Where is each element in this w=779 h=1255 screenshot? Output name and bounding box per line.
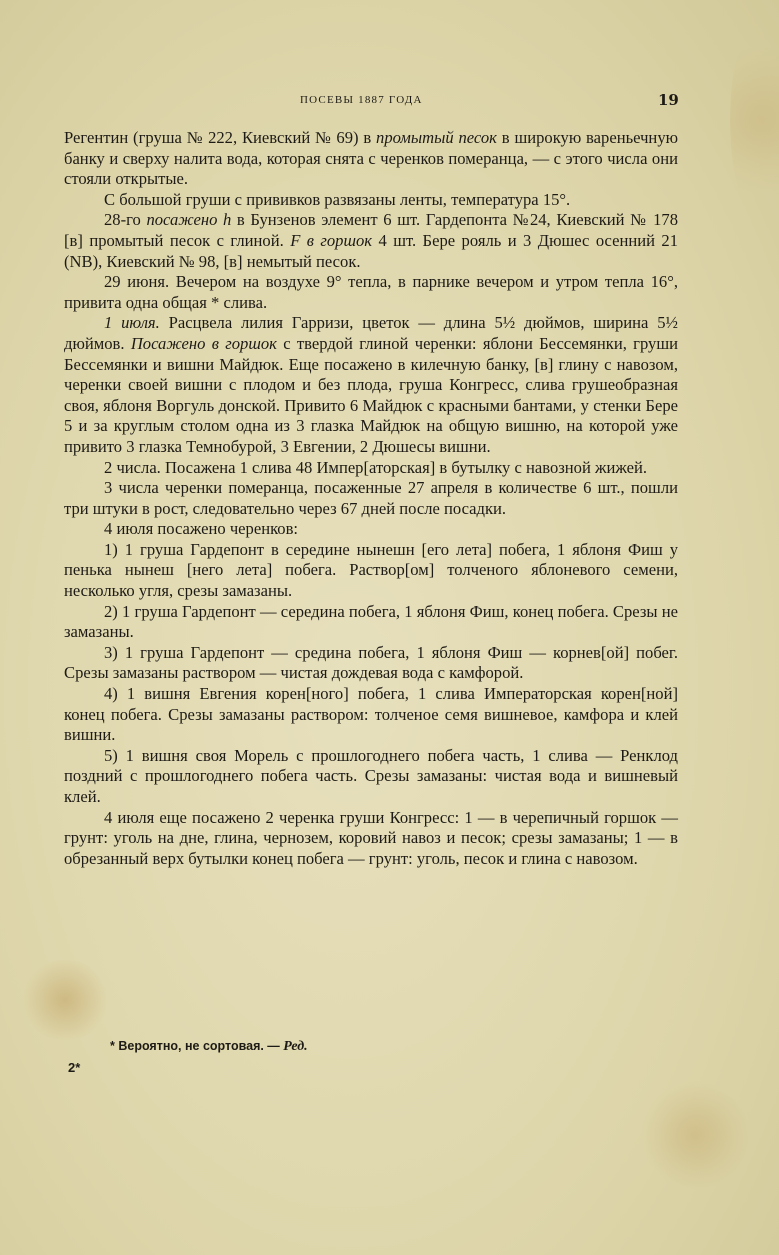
paragraph-p6: [64, 458, 678, 479]
text-run: 3 числа черенки померанца, посаженные 27 апреля в количестве 6 шт., пошли три штуки в рост, следовательно через 67 дней после посадки.: [64, 478, 678, 518]
italic-run: Посажено в горшок: [130, 333, 277, 353]
text-run: С большой груши с прививков развязаны ленты, температура 15°.: [104, 189, 571, 209]
footnote-text: * Вероятно, не сортовая. —: [110, 1039, 284, 1053]
paper-stain: [730, 20, 779, 220]
paragraph-p4: [64, 272, 678, 313]
paragraph-p11: [64, 643, 678, 684]
text-run: в широкую вареньечную банку и сверху налита вода, которая снята с черенков померанца, — с этого числа они стояли открытые.: [64, 128, 679, 189]
text-run: 2 числа. Посажена 1 слива 48 Импер[аторская] в бутылку с навозной жижей.: [104, 457, 647, 477]
paragraph-p2: [64, 190, 678, 211]
text-run: 29 июня. Вечером на воздухе 9° тепла, в парнике вечером и утром тепла 16°, привита одна общая * слива.: [64, 272, 678, 312]
text-run: 2) 1 груша Гардепонт — середина побега, 1 яблоня Фиш, конец побега. Срезы не замазаны.: [64, 601, 678, 642]
italic-run: F в горшок: [290, 230, 373, 250]
italic-run: посажено h: [146, 210, 232, 230]
footnote: [110, 1039, 308, 1055]
text-run: 3) 1 груша Гардепонт — средина побега, 1 яблоня Фиш — корнев[ой] побег. Срезы замазаны раствором — чистая дождевая вода с камфорой.: [64, 642, 678, 683]
paragraph-p9: [64, 540, 678, 602]
text-run: 4 июля еще посажено 2 черенка груши Конгресс: 1 — в черепичный горшок — грунт: уголь на дне, глина, чернозем, коровий навоз и песок; срезы замазаны; 1 — в обрезанный верх бутылки конец побега — грунт: уголь, песок и глина с навозом.: [64, 807, 678, 868]
page-number: 19: [658, 91, 679, 109]
text-run: 4) 1 вишня Евгения корен[ного] побега, 1 слива Императорская корен[ной] конец побега. Срезы замазаны раствором: толченое семя вишневое, камфора и клей вишни.: [64, 684, 678, 745]
text-run: Расцвела лилия Гарризи, цветок — длина 5½ дюймов, ширина 5½ дюймов.: [64, 313, 678, 353]
paragraph-p5: [64, 313, 678, 457]
italic-run: промытый песок: [376, 128, 497, 147]
text-run: Регентин (груша № 222, Киевский № 69) в: [64, 128, 377, 147]
text-run: 1) 1 груша Гардепонт в середине нынешн [его лета] побега, 1 яблоня Фиш у пенька нынеш [него лета] побега. Раствор[ом] толченого яблоневого семени, несколько угля, срезы замазаны.: [64, 539, 678, 601]
italic-run: 1 июля.: [104, 313, 160, 333]
text-run: 28-го: [104, 210, 147, 230]
signature-mark: 2*: [68, 1060, 81, 1075]
text-run: 4 шт. Бере рояль и 3 Дюшес осенний 21 (NB), Киевский № 98, [в] немытый песок.: [64, 230, 678, 271]
paper-stain: [20, 960, 110, 1040]
body-text: [64, 128, 678, 869]
running-head: ПОСЕВЫ 1887 ГОДА: [300, 94, 423, 106]
text-run: с твердой глиной черенки: яблони Бессемянки, груши Бессемянки и вишни Майдюк. Еще посажено в килечную банку, [в] глину с навозом, черенки своей вишни с плодом и без плода, груша Конгресс, слива грушеобразная своя, яблоня Воргуль донской. Привито 6 Майдюк с красными бантами, у стенки Бере 5 и за круглым столом одна из 3 глазка Майдюк на общую вишню, на которой уже привито 3 глазка Темнобурой, 3 Евгении, 2 Дюшесы вишни.: [64, 333, 678, 456]
footnote-editor: Ред.: [283, 1039, 308, 1054]
paragraph-p3: [64, 210, 678, 272]
paragraph-p8: [64, 519, 678, 540]
text-run: в Бунзенов элемент 6 шт. Гардепонта №24, Киевский № 178 [в] промытый песок с глиной.: [64, 210, 678, 250]
paragraph-p7: [64, 478, 678, 519]
paragraph-p12: [64, 684, 678, 746]
paragraph-p10: [64, 602, 678, 643]
text-run: 5) 1 вишня своя Морель с прошлогоднего побега часть, 1 слива — Ренклод поздний с прошлогоднего побега часть. Срезы замазаны: чистая вода и вишневый клей.: [64, 745, 678, 806]
paragraph-p14: [64, 808, 678, 870]
paper-stain: [640, 1080, 750, 1190]
paragraph-p1: [64, 128, 678, 190]
text-run: 4 июля посажено черенков:: [104, 519, 299, 539]
paragraph-p13: [64, 746, 678, 808]
